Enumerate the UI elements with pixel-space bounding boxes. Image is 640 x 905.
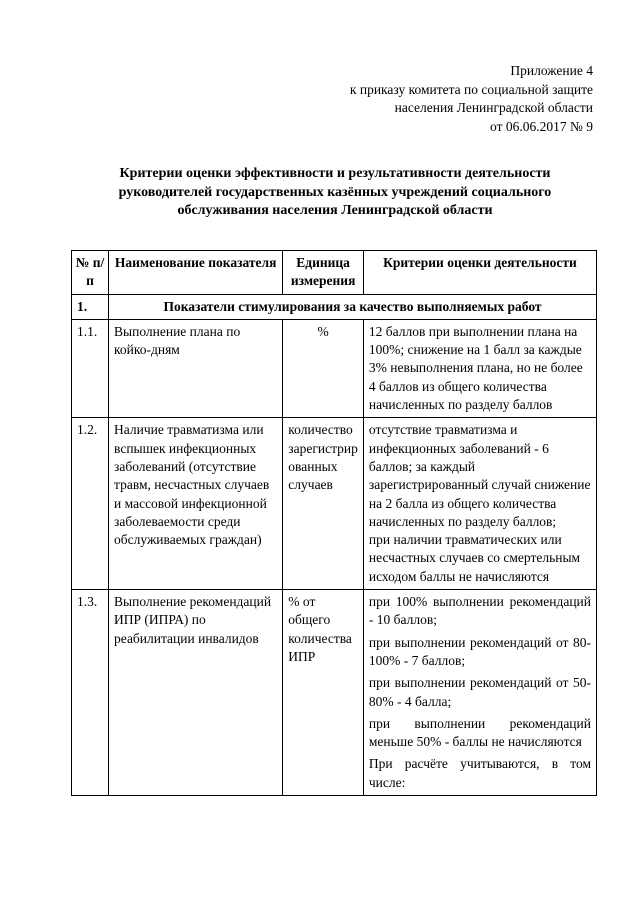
row-criteria bbox=[363, 590, 596, 796]
criteria-table bbox=[71, 250, 597, 796]
criteria-text: При расчёте учитываются, в том числе: bbox=[368, 756, 591, 790]
row-num: 1.1. bbox=[72, 319, 109, 417]
document-title bbox=[60, 165, 610, 221]
row-unit: % от общего количества ИПР bbox=[283, 590, 364, 796]
row-name: Выполнение рекомендаций ИПР (ИПРА) по реабилитации инвалидов bbox=[109, 590, 283, 796]
title-line: обслуживания населения Ленинградской области bbox=[177, 203, 493, 218]
row-unit: % bbox=[283, 319, 364, 417]
row-name: Выполнение плана по койко-дням bbox=[109, 319, 283, 417]
title-line: Критерии оценки эффективности и результативности деятельности bbox=[119, 166, 551, 181]
table-row bbox=[72, 418, 597, 590]
section-row bbox=[72, 294, 597, 319]
row-name: Наличие травматизма или вспышек инфекционных заболеваний (отсутствие травм, несчастных случаев и массовой инфекционной заболеваемости среди обслуживаемых граждан) bbox=[109, 418, 283, 590]
criteria-text: при выполнении рекомендаций меньше 50% - баллы не начисляются bbox=[368, 715, 591, 750]
header-criteria: Критерии оценки деятельности bbox=[363, 251, 596, 295]
criteria-text: при 100% выполнении рекомендаций - 10 баллов; bbox=[368, 594, 591, 628]
row-unit: количество зарегистрир ованных случаев bbox=[283, 418, 364, 590]
appendix-line: населения Ленинградской области bbox=[394, 100, 593, 115]
appendix-line: Приложение 4 bbox=[510, 63, 593, 78]
appendix-line: к приказу комитета по социальной защите bbox=[349, 81, 593, 97]
criteria-text: при выполнении рекомендаций от 80-100% - 7 баллов; bbox=[368, 634, 591, 668]
criteria-text: отсутствие травматизма и инфекционных заболеваний - 6 баллов; за каждый зарегистрированный случай снижение на 2 балла из общего количества начисленных по разделу баллов; bbox=[368, 422, 591, 529]
criteria-text: при выполнении рекомендаций от 50-80% - 4 балла; bbox=[368, 675, 591, 709]
row-num: 1.2. bbox=[72, 418, 109, 590]
row-criteria bbox=[363, 319, 596, 417]
appendix-note bbox=[350, 62, 593, 136]
section-title: Показатели стимулирования за качество выполняемых работ bbox=[109, 294, 597, 319]
table-row bbox=[72, 590, 597, 796]
appendix-line: от 06.06.2017 № 9 bbox=[490, 118, 593, 134]
header-num: № п/п bbox=[72, 251, 109, 295]
row-num: 1.3. bbox=[72, 590, 109, 796]
section-num: 1. bbox=[72, 294, 109, 319]
title-line: руководителей государственных казённых учреждений социального bbox=[118, 184, 552, 200]
row-criteria bbox=[363, 418, 596, 590]
criteria-text: при наличии травматических или несчастных случаев со смертельным исходом баллы не начисляются bbox=[368, 532, 581, 584]
header-unit: Единица измерения bbox=[283, 251, 364, 295]
criteria-text: 12 баллов при выполнении плана на 100%; снижение на 1 балл за каждые 3% невыполнения плана, но не более 4 баллов из общего количества начисленных по разделу баллов bbox=[368, 323, 583, 413]
table-header-row bbox=[72, 251, 597, 295]
header-name: Наименование показателя bbox=[109, 251, 283, 295]
table-row bbox=[72, 319, 597, 417]
